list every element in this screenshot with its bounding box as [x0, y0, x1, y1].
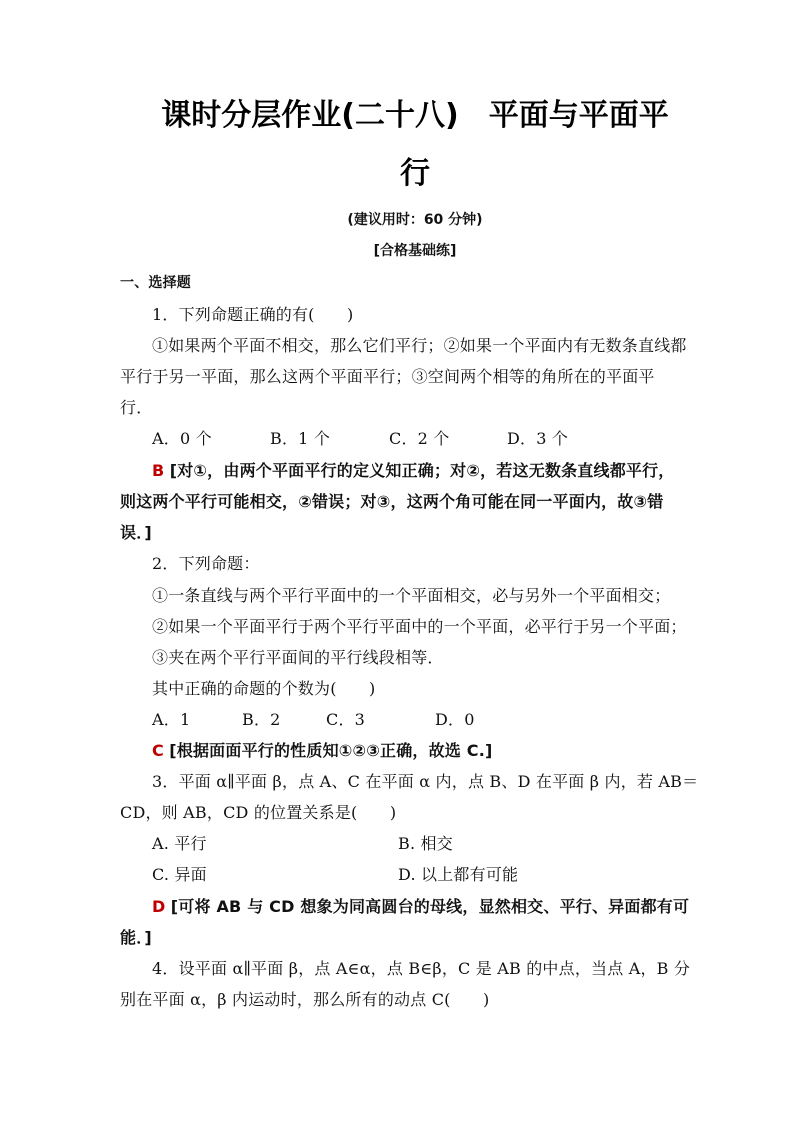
q1-option-b: B．1 个 — [270, 429, 331, 448]
q3-explanation-text: [可将 AB 与 CD 想象为同高圆台的母线，显然相交、平行、异面都有可 — [170, 897, 690, 916]
q1-explanation-text: [对①，由两个平面平行的定义知正确；对②，若这无数条直线都平行， — [169, 461, 675, 480]
suggested-time: (建议用时：60 分钟) — [347, 212, 483, 228]
page-title: 课时分层作业(二十八) 平面与平面平 — [161, 98, 669, 133]
q1-explanation-line2: 则这两个平行可能相交，②错误；对③，这两个角可能在同一平面内，故③错 — [120, 492, 664, 511]
q1-option-d: D．3 个 — [507, 429, 569, 448]
level-heading: [合格基础练] — [373, 243, 457, 259]
page-title-continued: 行 — [400, 156, 430, 191]
q1-stem: 1．下列命题正确的有( ) — [152, 305, 354, 324]
q2-option-c: C．3 — [326, 710, 366, 729]
q2-answer: C — [152, 741, 164, 760]
q2-item1: ①一条直线与两个平行平面中的一个平面相交，必与另外一个平面相交； — [152, 586, 671, 605]
q2-option-d: D．0 — [435, 710, 475, 729]
q1-explanation-line3: 误．] — [120, 523, 152, 542]
q4-stem-line1: 4．设平面 α∥平面 β，点 A∈α，点 B∈β，C 是 AB 的中点，当点 A，B 分 — [152, 959, 691, 978]
q3-option-a: A. 平行 — [152, 834, 207, 853]
q3-option-d: D. 以上都有可能 — [398, 865, 519, 884]
q1-option-c: C．2 个 — [389, 429, 450, 448]
q3-stem-line2: CD，则 AB，CD 的位置关系是( ) — [120, 803, 397, 822]
q3-answer: D — [152, 897, 166, 916]
q1-body-line2: 平行于另一平面，那么这两个平面平行；③空间两个相等的角所在的平面平 — [120, 367, 655, 386]
q1-option-a: A．0 个 — [152, 429, 212, 448]
q4-stem-line2: 别在平面 α，β 内运动时，那么所有的动点 C( ) — [120, 990, 490, 1009]
q3-stem-line1: 3．平面 α∥平面 β，点 A、C 在平面 α 内，点 B、D 在平面 β 内，若 AB＝ — [152, 772, 699, 791]
q2-item3: ③夹在两个平行平面间的平行线段相等． — [152, 648, 444, 667]
q2-stem: 2．下列命题： — [152, 554, 260, 573]
q1-explanation-line1 — [152, 460, 675, 482]
q1-body-line1: ①如果两个平面不相交，那么它们平行；②如果一个平面内有无数条直线都 — [152, 336, 687, 355]
q3-explanation-line2: 能．] — [120, 928, 152, 947]
q2-option-b: B．2 — [242, 710, 281, 729]
section-heading: 一、选择题 — [120, 275, 191, 291]
q2-option-a: A．1 — [152, 710, 191, 729]
q2-explanation-text: [根据面面平行的性质知①②③正确，故选 C.] — [169, 741, 493, 760]
q2-item2: ②如果一个平面平行于两个平行平面中的一个平面，必平行于另一个平面； — [152, 617, 687, 636]
q3-option-c: C. 异面 — [152, 865, 207, 884]
q1-answer: B — [152, 461, 165, 480]
q3-option-b: B. 相交 — [398, 834, 453, 853]
q2-ask: 其中正确的命题的个数为( ) — [152, 679, 376, 698]
q2-explanation-line1 — [152, 740, 493, 762]
q1-body-line3: 行． — [120, 398, 153, 417]
q3-explanation-line1 — [152, 896, 689, 918]
